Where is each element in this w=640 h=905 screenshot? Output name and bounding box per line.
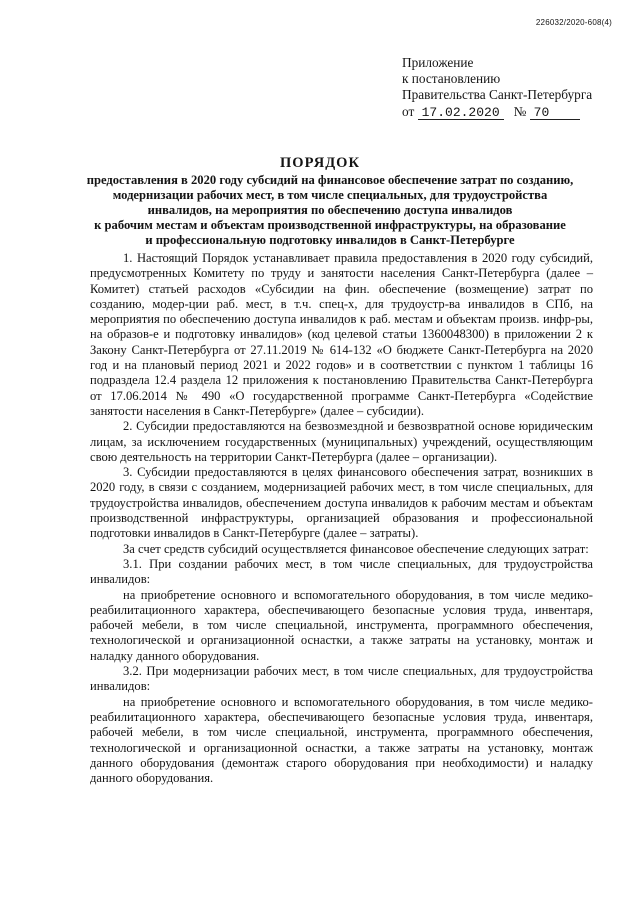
appendix-date-line xyxy=(402,104,592,120)
document-title: ПОРЯДОК xyxy=(280,155,360,171)
appendix-number: 70 xyxy=(530,106,580,120)
number-prefix: № xyxy=(513,103,527,119)
document-code: 226032/2020-608(4) xyxy=(535,18,612,27)
paragraph-1: 1. Настоящий Порядок устанавливает правила предоставления в 2020 году субсидий, предусмотренных Комитету по труду и занятости населения Санкт-Петербурга (далее – Комитет) статьей расходов «Субсидии на фин. обеспечение (возмещение) затрат по созданию, модер-ции раб. мест, в т.ч. спец-х, для трудоустр-ва инвалидов в СПб, на мероприятия по обеспечению доступа инвалидов к раб. местам и объектам произв. инфр-ры, на образов-е и подготовку инвалидов» (код целевой статьи 1360048300) в приложении 2 к Закону Санкт-Петербурга от 27.11.2019 № 614-132 «О бюджете Санкт-Петербурга на 2020 год и на плановый период 2021 и 2022 годов» и в соответствии с пунктом 1 таблицы 16 подраздела 12.4 раздела 12 приложения к постановлению Правительства Санкт-Петербурга от 17.06.2014 № 490 «О государственной программе Санкт-Петербурга «Содействие занятости населения в Санкт-Петербурге» (далее – субсидии). xyxy=(90,251,593,418)
appendix-line-1: Приложение xyxy=(402,55,474,70)
subtitle-line: предоставления в 2020 году субсидий на финансовое обеспечение затрат по созданию, xyxy=(86,173,574,187)
paragraph-2: 2. Субсидии предоставляются на безвозмездной и безвозвратной основе юридическим лицам, за исключением государственных (муниципальных) учреждений, осуществляющим свою деятельность на территории Санкт-Петербурга (далее – организации). xyxy=(90,419,593,464)
appendix-line-3: Правительства Санкт-Петербурга xyxy=(402,87,593,103)
paragraph-3-2-list: на приобретение основного и вспомогательного оборудования, в том числе медико-реабилитационного характера, обеспечивающего безопасные условия труда, инвентаря, рабочей мебели, в том числе специальной, инструмента, программного обеспечения, технологической и организационной оснастки, а также затраты на установку, монтаж данного оборудования (демонтаж старого оборудования при необходимости) и наладку данного оборудования. xyxy=(90,694,593,786)
appendix-date: 17.02.2020 xyxy=(418,106,504,120)
document-body xyxy=(90,251,593,786)
paragraph-costs-intro: За счет средств субсидий осуществляется финансовое обеспечение следующих затрат: xyxy=(123,541,589,556)
subtitle-line: и профессиональную подготовку инвалидов в Санкт-Петербурге xyxy=(145,232,515,247)
appendix-line-2: к постановлению xyxy=(402,71,501,87)
paragraph-3-2: 3.2. При модернизации рабочих мест, в том числе специальных, для трудоустройства инвалидов: xyxy=(90,664,593,694)
paragraph-3-1: 3.1. При создании рабочих мест, в том числе специальных, для трудоустройства инвалидов: xyxy=(90,556,593,587)
paragraph-3-1-list: на приобретение основного и вспомогательного оборудования, в том числе медико-реабилитационного характера, обеспечивающего безопасные условия труда, инвентаря, рабочей мебели, в том числе специальной, инструмента, программного обеспечения, технологической и организационной оснастки, а также затраты на установку, монтаж и наладку данного оборудования. xyxy=(90,587,593,663)
subtitle-line: к рабочим местам и объектам производственной инфраструктуры, на образование xyxy=(94,217,566,232)
subtitle-line: модернизации рабочих мест, в том числе специальных, для трудоустройства xyxy=(112,187,548,202)
paragraph-3: 3. Субсидии предоставляются в целях финансового обеспечения затрат, возникших в 2020 году, в связи с созданием, модернизацией рабочих мест, в том числе специальных, для трудоустройства инвалидов, обеспечением доступа инвалидов к рабочим местам и объектам производственной инфраструктуры, организацией образования и профессиональной подготовки инвалидов в Санкт-Петербурге (далее – затраты). xyxy=(90,465,593,541)
subtitle-line: инвалидов, на мероприятия по обеспечению доступа инвалидов xyxy=(147,202,513,217)
appendix-block xyxy=(402,55,592,120)
date-prefix: от xyxy=(402,103,415,119)
document-subtitle xyxy=(80,173,580,248)
